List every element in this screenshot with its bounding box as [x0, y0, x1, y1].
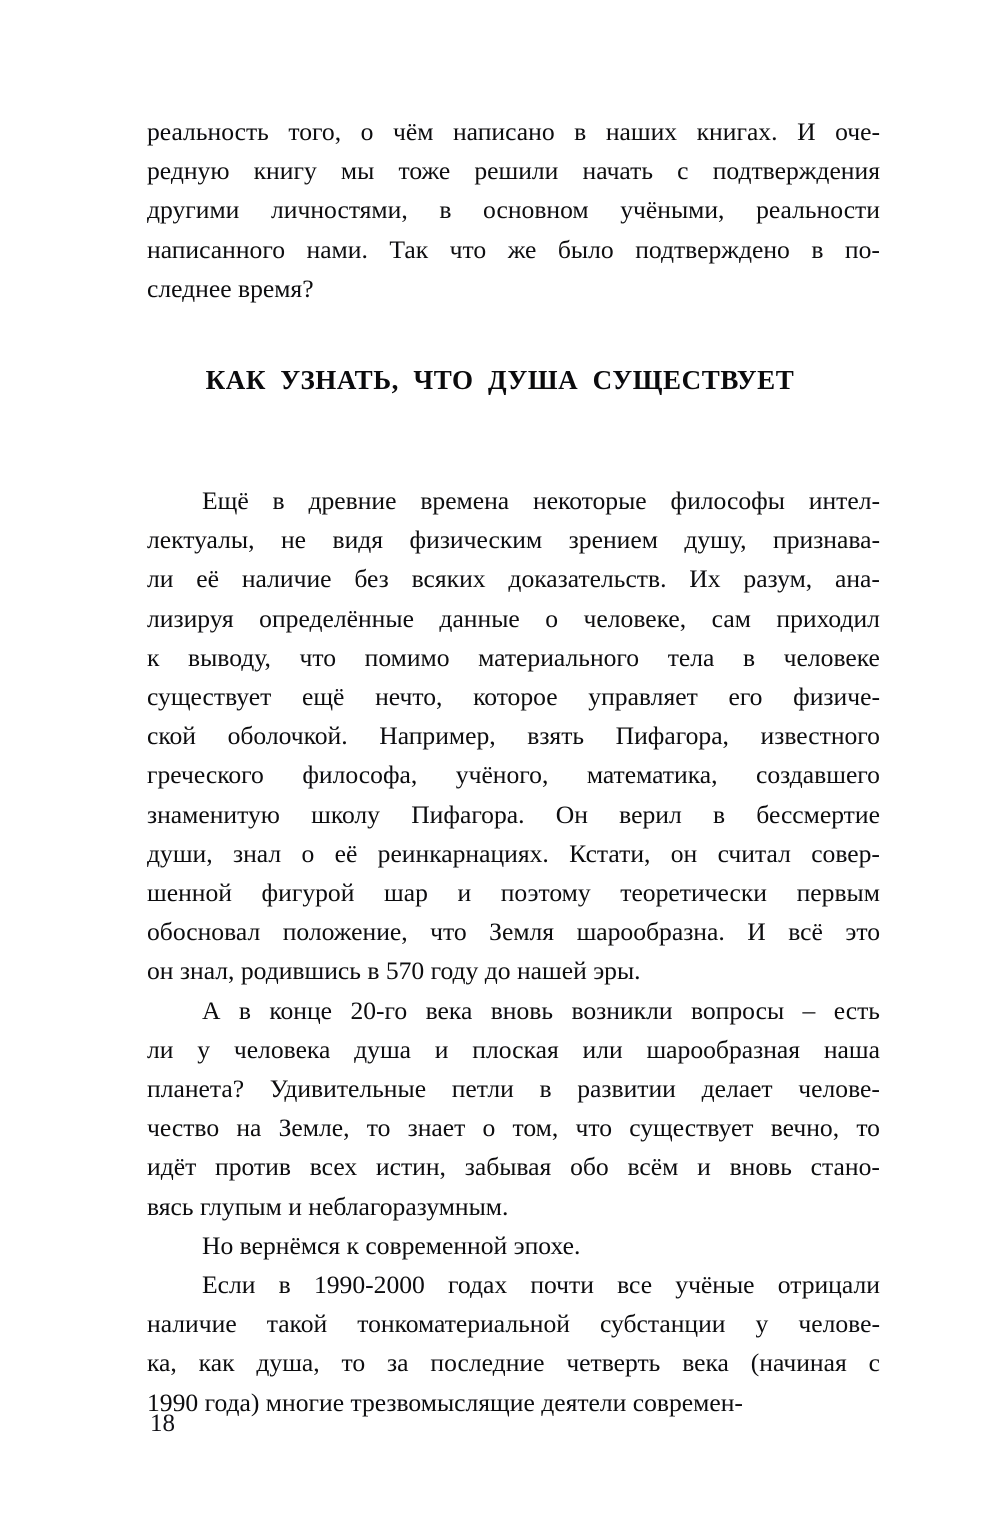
text-line: лизируя определённые данные о человеке, сам приходил — [147, 603, 880, 633]
text-line: следнее время? — [147, 273, 314, 303]
text-line: Но вернёмся к современной эпохе. — [202, 1230, 581, 1260]
text-line: чество на Земле, то знает о том, что существует вечно, то — [147, 1113, 880, 1143]
text-line: ка, как душа, то за последние четверть века (начиная с — [147, 1348, 880, 1378]
text-line: он знал, родившись в 570 году до нашей эры. — [147, 956, 641, 986]
text-line: другими личностями, в основном учёными, реальности — [147, 195, 880, 225]
text-line: 1990 года) многие трезвомыслящие деятели современ- — [147, 1387, 743, 1417]
text-line: шенной фигурой шар и поэтому теоретически первым — [147, 878, 880, 908]
text-line: греческого философа, учёного, математика, создавшего — [147, 760, 880, 790]
text-line: наличие такой тонкоматериальной субстанции у челове- — [147, 1309, 880, 1339]
text-line: редную книгу мы тоже решили начать с подтверждения — [147, 156, 880, 186]
text-line: Ещё в древние времена некоторые философы интел- — [202, 486, 880, 515]
text-line: лектуалы, не видя физическим зрением душу, признава- — [147, 525, 880, 555]
paragraph-continuation — [147, 112, 880, 308]
text-line: знаменитую школу Пифагора. Он верил в бессмертие — [147, 799, 880, 829]
text-line: А в конце 20-го века вновь возникли вопросы – есть — [202, 995, 880, 1025]
paragraph-ancient-philosophers — [147, 481, 880, 991]
text-line: ской оболочкой. Например, взять Пифагора, известного — [147, 721, 880, 751]
text-line: Если в 1990-2000 годах почти все учёные отрицали — [202, 1270, 880, 1300]
text-column-main — [147, 481, 880, 1422]
paragraph-20th-century — [147, 991, 880, 1226]
section-heading: КАК УЗНАТЬ, ЧТО ДУША СУЩЕСТВУЕТ — [205, 365, 795, 395]
text-line: обосновал положение, что Земля шарообразна. И всё это — [147, 917, 880, 947]
text-line: ли её наличие без всяких доказательств. Их разум, ана- — [147, 564, 880, 594]
text-line: существует ещё нечто, которое управляет его физиче- — [147, 682, 880, 712]
text-line: планета? Удивительные петли в развитии делает челове- — [147, 1074, 880, 1104]
text-column — [147, 112, 880, 308]
text-line: написанного нами. Так что же было подтверждено в по- — [147, 234, 880, 264]
paragraph-modern-epoch — [147, 1226, 880, 1265]
page-number: 18 — [150, 1410, 175, 1437]
paragraph-1990-2000 — [147, 1265, 880, 1422]
text-line: ли у человека душа и плоская или шарообразная наша — [147, 1034, 880, 1064]
text-line: к выводу, что помимо материального тела в человеке — [147, 642, 880, 672]
text-line: души, знал о её реинкарнациях. Кстати, он считал совер- — [147, 838, 880, 868]
text-line: идёт против всех истин, забывая обо всём и вновь стано- — [147, 1152, 880, 1182]
text-line: реальность того, о чём написано в наших книгах. И оче- — [147, 117, 880, 146]
text-line: вясь глупым и неблагоразумным. — [147, 1191, 509, 1221]
